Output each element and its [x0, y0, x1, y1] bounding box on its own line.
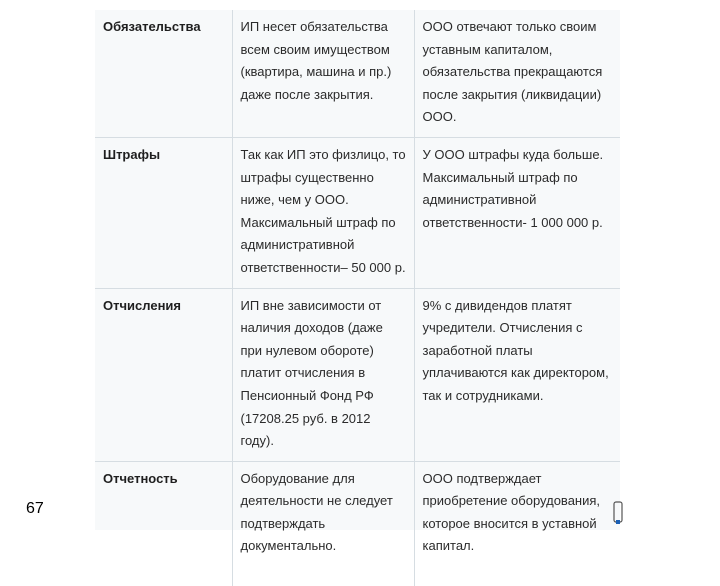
row-label: Обязательства — [95, 10, 232, 137]
ip-cell: Оборудование для деятельности не следует подтверждать документально. — [232, 461, 414, 586]
ooo-cell: У ООО штрафы куда больше. Максимальный штраф по административной ответственности- 1 000 000 р. — [414, 137, 620, 288]
ip-cell: Так как ИП это физлицо, то штрафы существенно ниже, чем у ООО. Максимальный штраф по административной ответственности– 50 000 р. — [232, 137, 414, 288]
table-row — [95, 288, 620, 461]
comparison-table-wrapper — [95, 10, 620, 554]
university-logo-icon — [612, 498, 712, 528]
row-label: Штрафы — [95, 137, 232, 288]
table-row — [95, 137, 620, 288]
page-number: 67 — [26, 500, 44, 517]
ooo-cell: ООО подтверждает приобретение оборудования, которое вносится в уставной капитал. — [422, 470, 601, 554]
comparison-table — [95, 10, 620, 586]
row-label: Отчисления — [95, 288, 232, 461]
ip-cell: ИП несет обязательства всем своим имуществом (квартира, машина и пр.) даже после закрытия. — [232, 10, 414, 137]
ooo-cell: 9% с дивидендов платят учредители. Отчисления с заработной платы уплачиваются как директором, так и сотрудниками. — [414, 288, 620, 461]
table-row — [95, 10, 620, 137]
row-label: Отчетность — [95, 461, 232, 586]
ip-cell: ИП вне зависимости от наличия доходов (даже при нулевом обороте) платит отчисления в Пенсионный Фонд РФ (17208.25 руб. в 2012 году). — [232, 288, 414, 461]
ooo-cell: ООО отвечают только своим уставным капиталом, обязательства прекращаются после закрытия (ликвидации) ООО. — [414, 10, 620, 137]
table-row — [95, 461, 620, 586]
